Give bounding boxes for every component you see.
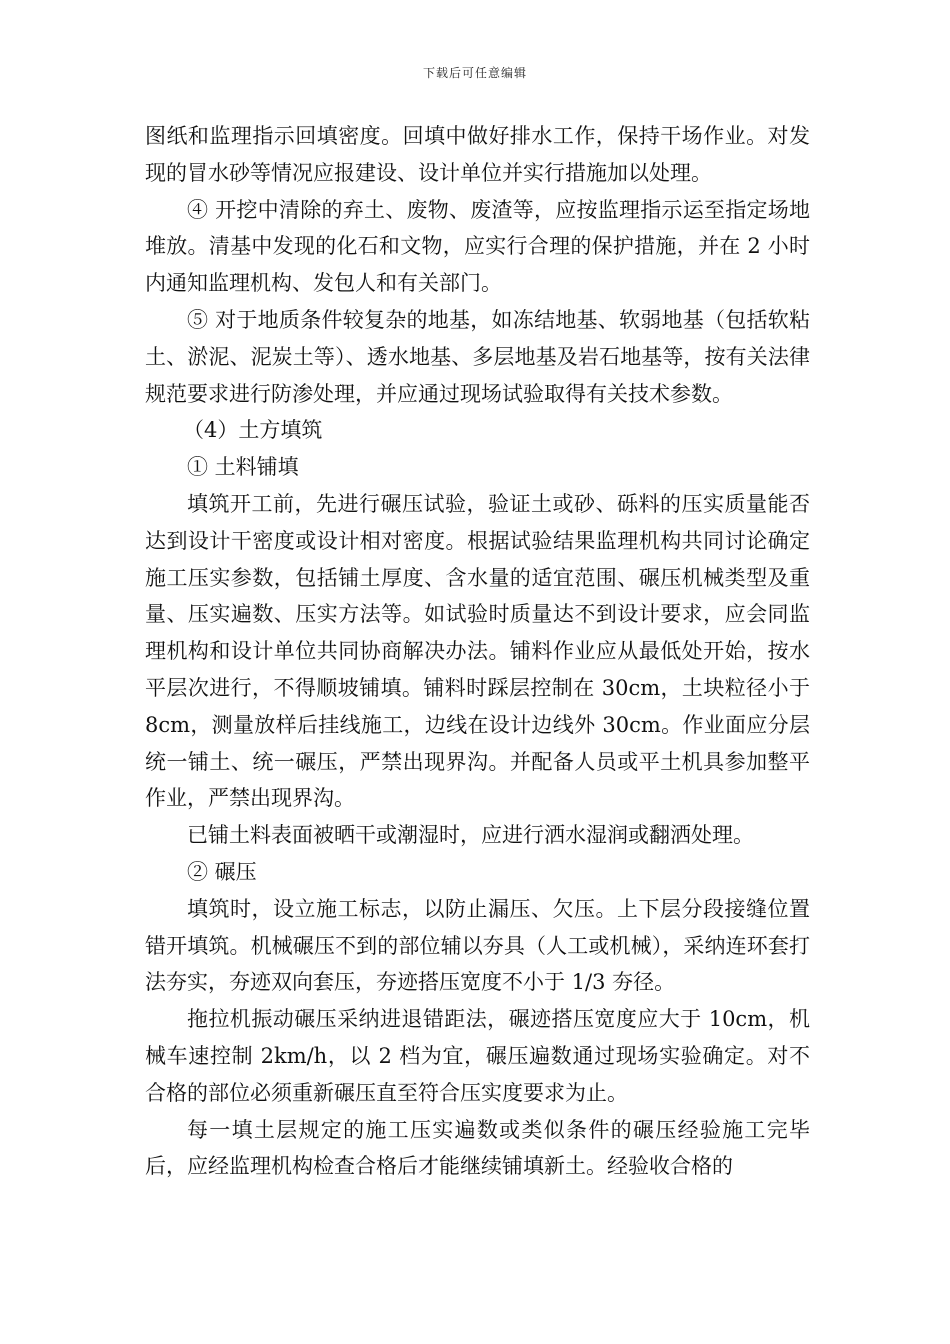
section-heading-earth-filling: （4）土方填筑	[183, 418, 323, 443]
paragraph-item-4-waste-disposal: ④ 开挖中清除的弃土、废物、废渣等，应按监理指示运至指定场地堆放。清基中发现的化石和文物，应实行合理的保护措施，并在 2 小时内通知监理机构、发包人和有关部门。	[145, 197, 810, 296]
page-header: 下载后可任意编辑	[422, 66, 527, 80]
paragraph-layer-inspection: 每一填土层规定的施工压实遍数或类似条件的碾压经验施工完毕后，应经监理机构检查合格后才能继续铺填新土。经验收合格的	[145, 1117, 810, 1179]
paragraph-item-5-complex-foundation: ⑤ 对于地质条件较复杂的地基，如冻结地基、软弱地基（包括软粘土、淤泥、泥炭土等）、透水地基、多层地基及岩石地基等，按有关法律规范要求进行防渗处理，并应通过现场试验取得有关技术参数。	[145, 307, 810, 406]
paragraph-backfill-density: 图纸和监理指示回填密度。回填中做好排水工作，保持干场作业。对发现的冒水砂等情况应报建设、设计单位并实行措施加以处理。	[145, 124, 810, 185]
paragraph-vibratory-rolling: 拖拉机振动碾压采纳进退错距法，碾迹搭压宽度应大于 10cm，机械车速控制 2km/h，以 2 档为宜，碾压遍数通过现场实验确定。对不合格的部位必须重新碾压直至符合压实度要求为止。	[145, 1007, 810, 1105]
document-body	[145, 118, 810, 1185]
paragraph-wetting-treatment: 已铺土料表面被晒干或潮湿时，应进行洒水湿润或翻洒处理。	[187, 823, 754, 848]
paragraph-filling-marks: 填筑时，设立施工标志，以防止漏压、欠压。上下层分段接缝位置错开填筑。机械碾压不到的部位辅以夯具（人工或机械），采纳连环套打法夯实，夯迹双向套压，夯迹搭压宽度不小于 1/3 夯径。	[145, 896, 810, 995]
subheading-rolling: ② 碾压	[187, 859, 257, 884]
paragraph-compaction-test: 填筑开工前，先进行碾压试验，验证土或砂、砾料的压实质量能否达到设计干密度或设计相对密度。根据试验结果监理机构共同讨论确定施工压实参数，包括铺土厚度、含水量的适宜范围、碾压机械类型及重量、压实遍数、压实方法等。如试验时质量达不到设计要求，应会同监理机构和设计单位共同协商解决办法。铺料作业应从最低处开始，按水平层次进行，不得顺坡铺填。铺料时踩层控制在 30cm，土块粒径小于 8cm，测量放样后挂线施工，边线在设计边线外 30cm。作业面应分层统一铺土、统一碾压，严禁出现界沟。并配备人员或平土机具参加整平作业，严禁出现界沟。	[145, 491, 810, 811]
subheading-soil-spreading: ① 土料铺填	[187, 455, 299, 480]
